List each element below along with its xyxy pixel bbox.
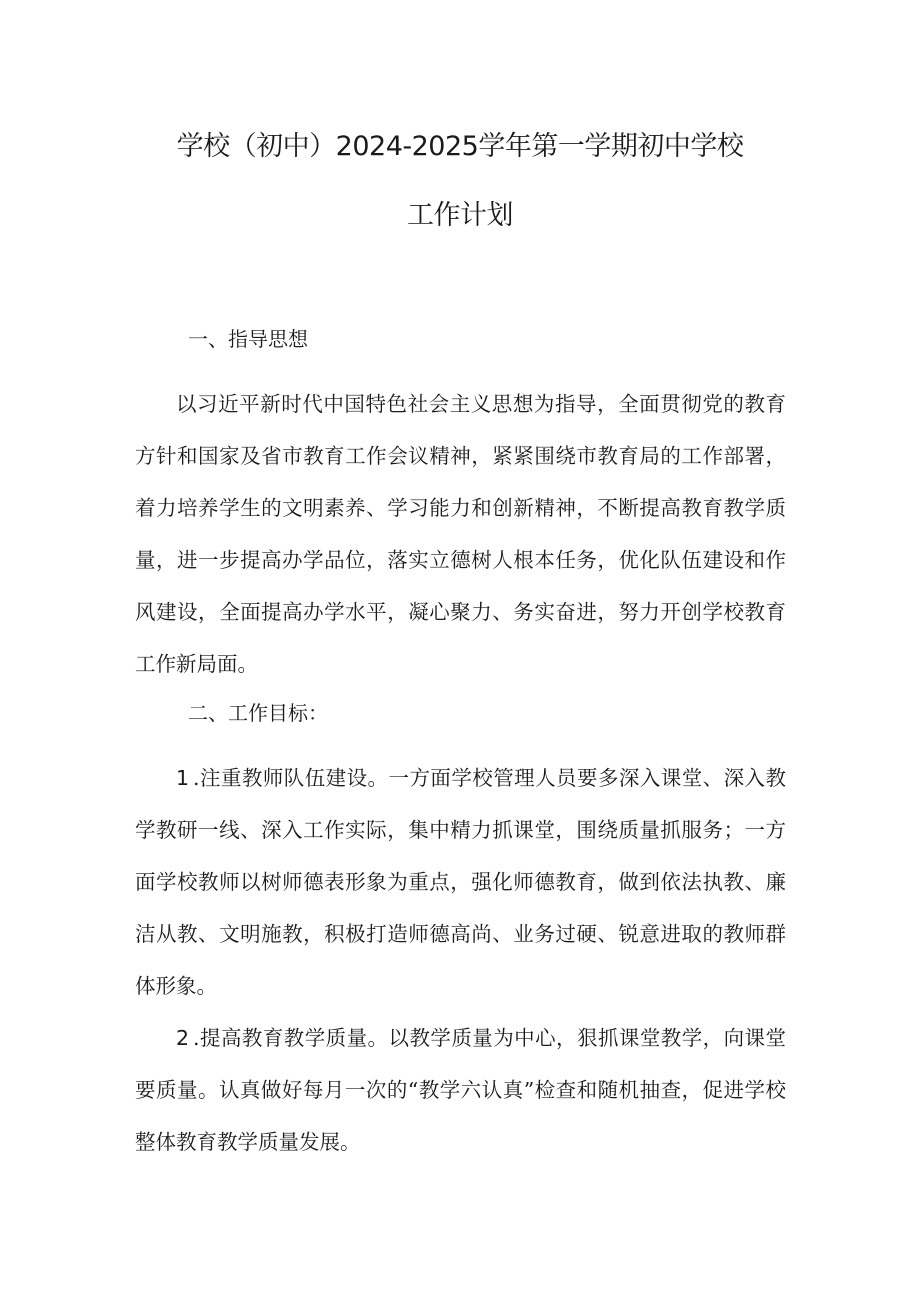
list-item-text: .注重教师队伍建设。一方面学校管理人员要多深入课堂、深入教学教研一线、深入工作实际，集中精力抓课堂，围绕质量抓服务；一方面学校教师以树师德表形象为重点，强化师德教育，做到依法执教、廉洁从教、文明施教，积极打造师德高尚、业务过硬、锐意进取的教师群体形象。 (135, 766, 786, 998)
document-title-line2: 工作计划 (407, 200, 513, 231)
section-heading-work-goals: 二、工作目标： (188, 701, 328, 725)
list-item-number: 1 (176, 766, 190, 790)
section-body-guiding-ideology: 以习近平新时代中国特色社会主义思想为指导，全面贯彻党的教育方针和国家及省市教育工作会议精神，紧紧围绕市教育局的工作部署，着力培养学生的文明素养、学习能力和创新精神，不断提高教育教学质量，进一步提高办学品位，落实立德树人根本任务，优化队伍建设和作风建设，全面提高办学水平，凝心聚力、务实奋进，努力开创学校教育工作新局面。 (135, 392, 786, 676)
document-title-line1: 学校（初中）2024-2025学年第一学期初中学校 (176, 131, 744, 162)
list-item-goal-2 (135, 1012, 786, 1168)
list-item-goal-1 (135, 752, 786, 1012)
list-item-number: 2 (176, 1026, 190, 1050)
section-heading-guiding-ideology: 一、指导思想 (188, 327, 308, 351)
list-item-text: .提高教育教学质量。以教学质量为中心，狠抓课堂教学，向课堂要质量。认真做好每月一次的“教学六认真”检查和随机抽查，促进学校整体教育教学质量发展。 (135, 1026, 786, 1154)
